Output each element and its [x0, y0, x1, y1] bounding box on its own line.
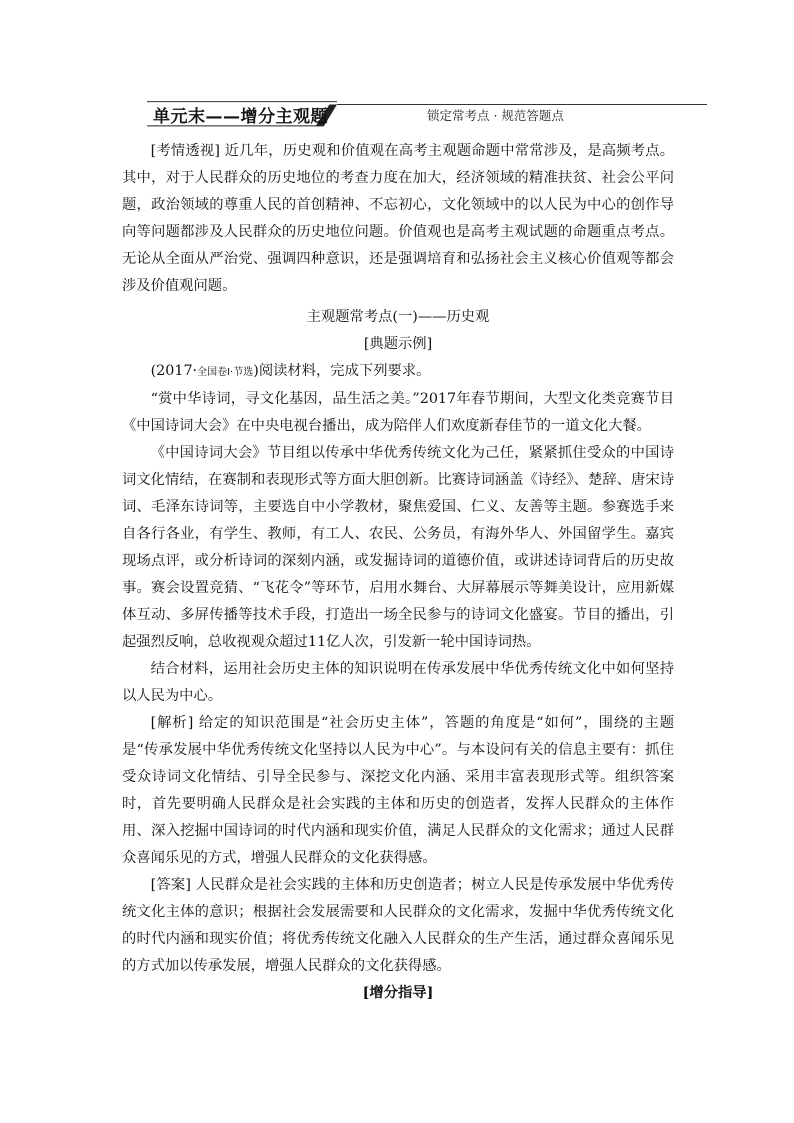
- material-paragraph-2: 《中国诗词大会》节目组以传承中华优秀传统文化为己任，紧紧抓住受众的中国诗词文化情结，在赛制和表现形式等方面大胆创新。比赛诗词涵盖《诗经》、楚辞、唐宋诗词、毛泽东诗词等，主要选自中小学教材，聚焦爱国、仁义、友善等主题。参赛选手来自各行各业，有学生、教师，有工人、农民、公务员，有海外华人、外国留学生。嘉宾现场点评，或分析诗词的深刻内涵，或发掘诗词的道德价值，或讲述诗词背后的历史故事。赛会设置竞猜、“飞花令”等环节，启用水舞台、大屏幕展示等舞美设计，应用新媒体互动、多屏传播等技术手段，打造出一场全民参与的诗词文化盛宴。节目的播出，引起强烈反响，总收视观众超过11亿人次，引发新一轮中国诗词热。: [122, 445, 674, 650]
- source-exam: 全国卷Ⅰ·节选: [197, 367, 254, 378]
- answer-text: 人民群众是社会实践的主体和历史创造者；树立人民是传承发展中华优秀传统文化主体的意识；根据社会发展需要和人民群众的文化需求，发掘中华优秀传统文化的时代内涵和现实价值；将优秀传统文化融入人民群众的生产生活，通过群众喜闻乐见的方式加以传承发展，增强人民群众的文化获得感。: [122, 877, 674, 974]
- unit-header: [147, 100, 707, 128]
- analysis-paragraph: [122, 710, 674, 872]
- question-prompt: 结合材料，运用社会历史主体的知识说明在传承发展中华优秀传统文化中如何坚持以人民为中心。: [122, 661, 674, 704]
- analysis-text: 给定的知识范围是“社会历史主体”，答题的角度是“如何”，围绕的主题是“传承发展中华优秀传统文化坚持以人民为中心”。与本设问有关的信息主要有：抓住受众诗词文化情结、引导全民参与、深挖文化内涵、采用丰富表现形式等。组织答案时，首先要明确人民群众是社会实践的主体和历史的创造者，发挥人民群众的主体作用、深入挖掘中国诗词的时代内涵和现实价值，满足人民群众的文化需求；通过人民群众喜闻乐见的方式，增强人民群众的文化获得感。: [122, 715, 675, 866]
- question-source: [122, 358, 674, 386]
- answer-paragraph: [122, 872, 674, 980]
- intro-paragraph: [122, 138, 674, 300]
- intro-tag: [考情透视]: [150, 143, 220, 159]
- source-prefix: (2017·: [150, 363, 198, 379]
- analysis-tag: [解析]: [150, 715, 194, 731]
- header-title: 单元末——增分主观题: [153, 107, 328, 127]
- header-rule: [337, 104, 707, 105]
- intro-text: 近几年，历史观和价值观在高考主观题命题中常常涉及，是高频考点。其中，对于人民群众的历史地位的考查力度在加大，经济领域的精准扶贫、社会公平问题，政治领域的尊重人民的首创精神、不忘初心，文化领域中的以人民为中心的创作导向等问题都涉及人民群众的历史地位问题。价值观也是高考主观试题的命题重点考点。无论从全面从严治党、强调四种意识，还是强调培育和弘扬社会主义核心价值观等都会涉及价值观问题。: [122, 143, 674, 294]
- guide-title: [增分指导]: [362, 985, 434, 1001]
- example-title: [典题示例]: [363, 336, 433, 352]
- section-title: 主观题常考点(一)——历史观: [306, 309, 490, 325]
- answer-tag: [答案]: [150, 877, 191, 893]
- material-paragraph-1: “赏中华诗词，寻文化基因，品生活之美。”2017年春节期间，大型文化类竞赛节目《中国诗词大会》在中央电视台播出，成为陪伴人们欢度新春佳节的一道文化大餐。: [122, 391, 674, 434]
- main-content: [122, 138, 674, 1007]
- source-suffix: )阅读材料，完成下列要求。: [253, 363, 431, 379]
- header-subtitle: 锁定常考点 · 规范答题点: [427, 108, 564, 123]
